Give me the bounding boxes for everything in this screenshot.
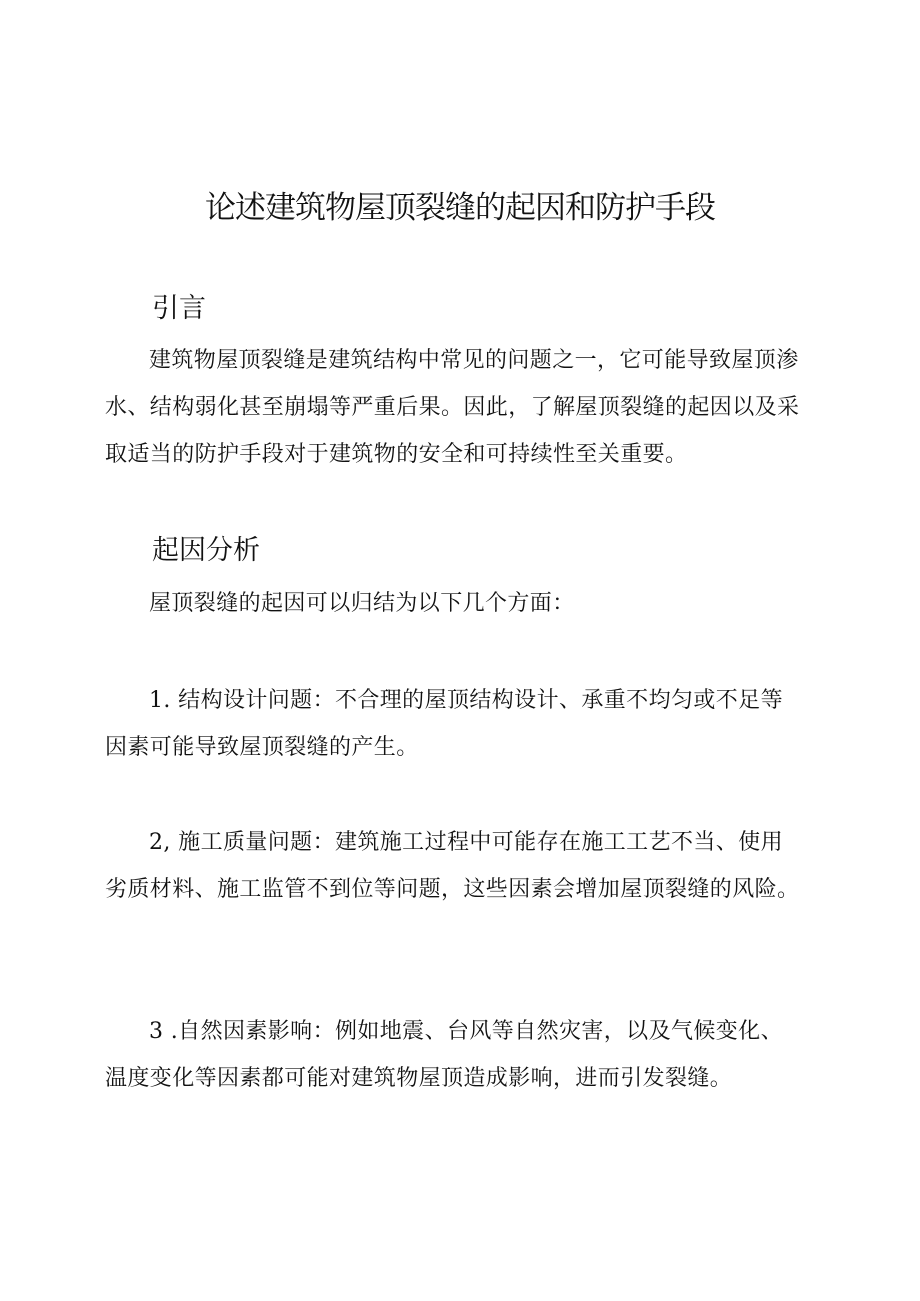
section-heading-cause-analysis: 起因分析 [152,535,260,566]
cause-item-construction-quality: 2, 施工质量问题：建筑施工过程中可能存在施工工艺不当、使用劣质材料、施工监管不到位等问题，这些因素会增加屋顶裂缝的风险。 [105,830,800,902]
cause-item-structural-design: 1. 结构设计问题：不合理的屋顶结构设计、承重不均匀或不足等因素可能导致屋顶裂缝的产生。 [105,688,783,760]
document-title: 论述建筑物屋顶裂缝的起因和防护手段 [205,190,715,226]
introduction-paragraph: 建筑物屋顶裂缝是建筑结构中常见的问题之一，它可能导致屋顶渗水、结构弱化甚至崩塌等严重后果。因此，了解屋顶裂缝的起因以及采取适当的防护手段对于建筑物的安全和可持续性至关重要。 [105,348,800,467]
section-heading-introduction: 引言 [152,293,206,324]
cause-analysis-intro-paragraph: 屋顶裂缝的起因可以归结为以下几个方面： [149,591,575,616]
cause-item-natural-factors: 3 .自然因素影响：例如地震、台风等自然灾害，以及气候变化、温度变化等因素都可能对建筑物屋顶造成影响，进而引发裂缝。 [105,1019,783,1091]
